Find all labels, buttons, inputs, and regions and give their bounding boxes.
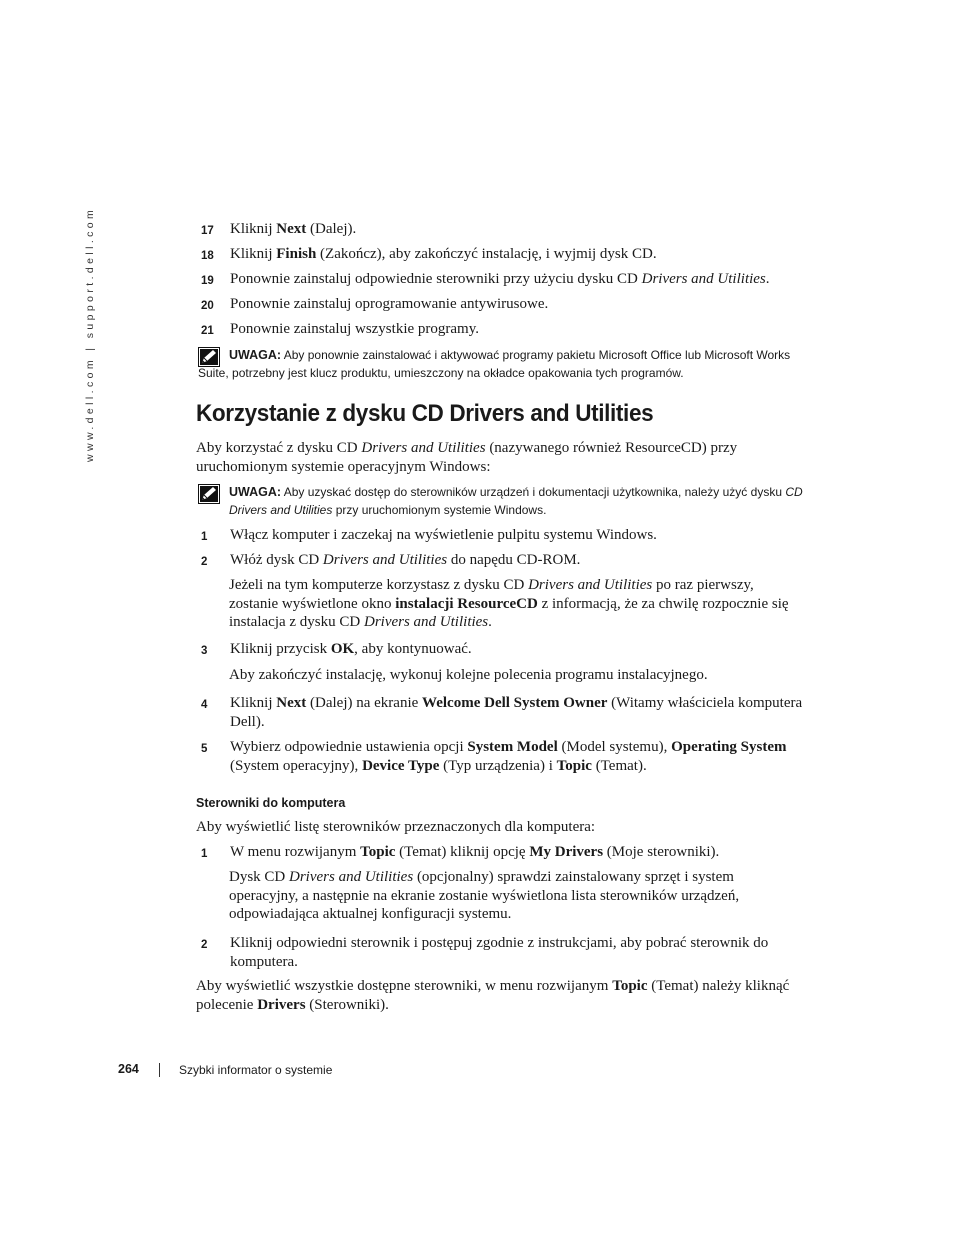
step-text: . bbox=[765, 271, 770, 287]
step-number: 1 bbox=[201, 531, 208, 543]
body-text: Jeżeli na tym komputerze korzystasz z dysku CD bbox=[229, 577, 529, 593]
body-text: (nazywanego również ResourceCD) przy bbox=[485, 440, 738, 456]
step-text: Kliknij bbox=[230, 221, 277, 237]
ui-term: Topic bbox=[360, 844, 396, 860]
ui-term: Device Type bbox=[362, 757, 440, 774]
ui-term: Welcome Dell System Owner bbox=[422, 695, 608, 711]
step-text: komputera. bbox=[230, 953, 298, 970]
ui-term: Finish bbox=[276, 246, 317, 262]
closing-paragraph bbox=[196, 977, 816, 1014]
step-text: (Dalej) na ekranie bbox=[306, 695, 423, 711]
ui-term: Topic bbox=[556, 757, 592, 774]
product-name: Drivers and Utilities bbox=[641, 271, 766, 287]
note-text: Aby ponownie zainstalować i aktywować programy pakietu Microsoft Office lub Microsoft Works bbox=[281, 348, 791, 362]
body-text: odpowiadająca aktualnej konfiguracji systemu. bbox=[229, 906, 512, 922]
step-text: Dell). bbox=[230, 713, 265, 730]
body-text: Dysk CD bbox=[229, 869, 290, 885]
body-text: (Sterowniki). bbox=[305, 996, 389, 1013]
ui-term: instalacji ResourceCD bbox=[395, 595, 538, 612]
note-text: przy uruchomionym systemie Windows. bbox=[332, 502, 547, 517]
step-text: Wybierz odpowiednie ustawienia opcji bbox=[230, 739, 468, 755]
note-text: Suite, potrzebny jest klucz produktu, umieszczony na okładce opakowania tych programów. bbox=[198, 365, 684, 380]
step-number: 21 bbox=[201, 325, 214, 337]
body-text: Aby wyświetlić wszystkie dostępne sterowniki, w menu rozwijanym bbox=[196, 978, 613, 994]
step-text: Kliknij odpowiedni sterownik i postępuj zgodnie z instrukcjami, aby pobrać sterownik do bbox=[230, 935, 769, 951]
product-name: Drivers and Utilities bbox=[528, 577, 653, 593]
body-text: polecenie bbox=[196, 996, 258, 1013]
subsection-heading: Sterowniki do komputera bbox=[196, 796, 346, 810]
step-text: Kliknij bbox=[230, 695, 277, 711]
step-2-detail bbox=[229, 576, 819, 632]
step-number: 3 bbox=[201, 645, 208, 657]
sidebar-url: www.dell.com | support.dell.com bbox=[84, 206, 96, 462]
step-3-detail: Aby zakończyć instalację, wykonuj kolejne polecenia programu instalacyjnego. bbox=[229, 667, 708, 683]
step-text: Włącz komputer i zaczekaj na wyświetlenie pulpitu systemu Windows. bbox=[230, 527, 657, 543]
step-text: (Temat). bbox=[591, 757, 647, 774]
body-text: operacyjny, a następnie na ekranie zostanie wyświetlona lista sterowników urządzeń, bbox=[229, 887, 740, 904]
step-text: (Witamy właściciela komputera bbox=[607, 695, 803, 711]
body-text: (opcjonalny) sprawdzi zainstalowany sprzęt i system bbox=[413, 869, 734, 885]
note-text: Aby uzyskać dostęp do sterowników urządzeń i dokumentacji użytkownika, należy użyć dysku bbox=[281, 485, 786, 499]
product-name: Drivers and Utilities bbox=[361, 440, 486, 456]
product-name: Drivers and Utilities bbox=[229, 502, 333, 517]
step-text: , aby kontynuować. bbox=[354, 641, 472, 657]
step-number: 4 bbox=[201, 699, 208, 711]
step-number: 18 bbox=[201, 250, 214, 262]
step-number: 5 bbox=[201, 743, 208, 755]
ui-term: System Model bbox=[467, 739, 558, 755]
body-text: po raz pierwszy, bbox=[652, 577, 754, 593]
step-text: Kliknij bbox=[230, 246, 277, 262]
body-text: z informacją, że za chwilę rozpocznie się bbox=[537, 595, 789, 612]
step-text: (Temat) kliknij opcję bbox=[395, 844, 530, 860]
body-text: instalacja z dysku CD bbox=[229, 614, 364, 630]
ui-term: Drivers bbox=[257, 996, 306, 1013]
body-text: . bbox=[488, 614, 492, 630]
step-text: (Zakończ), aby zakończyć instalację, i wyjmij dysk CD. bbox=[316, 246, 657, 262]
step-number: 19 bbox=[201, 275, 214, 287]
product-name: CD bbox=[785, 485, 803, 499]
note-label: UWAGA: bbox=[229, 348, 282, 362]
step-text: Ponownie zainstaluj odpowiednie sterowniki przy użyciu dysku CD bbox=[230, 271, 642, 287]
body-text: uruchomionym systemie operacyjnym Windows: bbox=[196, 458, 491, 475]
ui-term: My Drivers bbox=[529, 844, 604, 860]
step-text: W menu rozwijanym bbox=[230, 844, 361, 860]
footer-title: Szybki informator o systemie bbox=[179, 1063, 333, 1077]
step-1-detail bbox=[229, 868, 819, 924]
pencil-note-icon bbox=[198, 484, 220, 504]
body-text: zostanie wyświetlone okno bbox=[229, 595, 396, 612]
step-text: Ponownie zainstaluj oprogramowanie antywirusowe. bbox=[230, 296, 549, 312]
ui-term: Topic bbox=[612, 978, 648, 994]
step-number: 17 bbox=[201, 225, 214, 237]
ui-term: Operating System bbox=[671, 739, 787, 755]
step-text: (Typ urządzenia) i bbox=[439, 757, 557, 774]
product-name: Drivers and Utilities bbox=[289, 869, 414, 885]
intro-paragraph bbox=[196, 439, 816, 476]
step-number: 20 bbox=[201, 300, 214, 312]
step-text: Ponownie zainstaluj wszystkie programy. bbox=[230, 321, 479, 337]
section-heading: Korzystanie z dysku CD Drivers and Utilities bbox=[196, 400, 654, 427]
step-text: do napędu CD-ROM. bbox=[447, 552, 581, 568]
step-number: 2 bbox=[201, 939, 208, 951]
ui-term: Next bbox=[276, 221, 307, 237]
footer-divider bbox=[159, 1063, 160, 1077]
product-name: Drivers and Utilities bbox=[363, 614, 489, 630]
step-text: (System operacyjny), bbox=[230, 757, 363, 774]
ui-term: Next bbox=[276, 695, 307, 711]
product-name: Drivers and Utilities bbox=[322, 552, 448, 568]
body-text: Aby korzystać z dysku CD bbox=[196, 440, 362, 456]
drivers-intro: Aby wyświetlić listę sterowników przeznaczonych dla komputera: bbox=[196, 819, 596, 835]
step-text: (Model systemu), bbox=[557, 739, 672, 755]
page-number: 264 bbox=[118, 1062, 139, 1076]
ui-term: OK bbox=[330, 641, 355, 657]
note-label: UWAGA: bbox=[229, 485, 282, 499]
step-text: (Moje sterowniki). bbox=[603, 844, 720, 860]
step-text: Kliknij przycisk bbox=[230, 641, 331, 657]
step-text: Włóż dysk CD bbox=[230, 552, 323, 568]
step-number: 1 bbox=[201, 848, 208, 860]
step-number: 2 bbox=[201, 556, 208, 568]
body-text: (Temat) należy kliknąć bbox=[647, 978, 790, 994]
step-text: (Dalej). bbox=[306, 221, 357, 237]
